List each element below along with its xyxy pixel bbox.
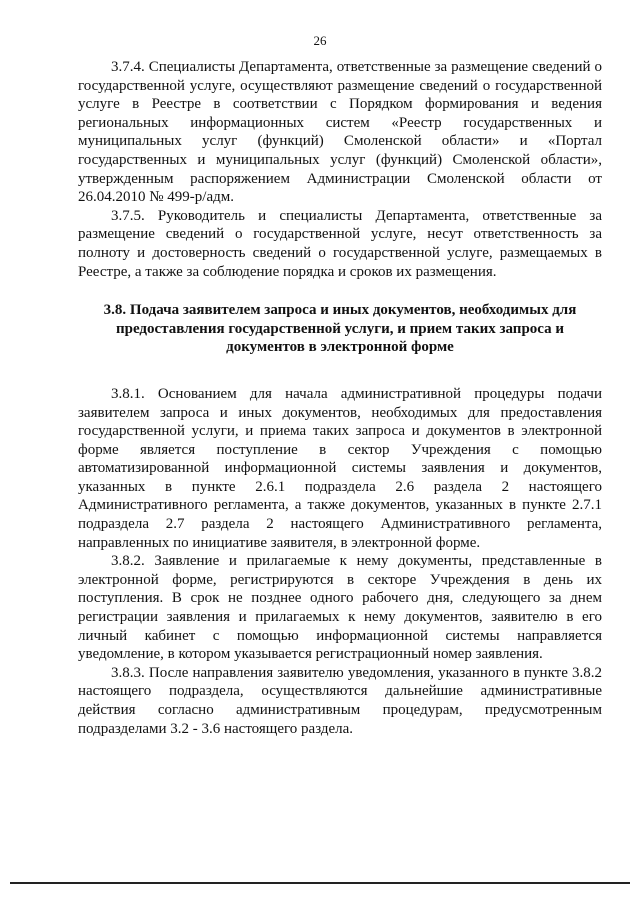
paragraph-3-8-3: 3.8.3. После направления заявителю уведомления, указанного в пункте 3.8.2 настоящего подраздела, осуществляются дальнейшие административные действия согласно административным процедурам, предусмотренным подразделами 3.2 - 3.6 настоящего раздела. (78, 664, 602, 737)
paragraph-3-8-1: 3.8.1. Основанием для начала административной процедуры подачи заявителем запроса и иных документов, необходимых для предоставления государственной услуги, и приема таких запроса и документов в электронной форме является поступление в сектор Учреждения с помощью автоматизированной информационной системы заявления и документов, указанных в пункте 2.6.1 подраздела 2.6 раздела 2 настоящего Административного регламента, а также документов, указанных в пункте 2.7.1 подраздела 2.7 раздела 2 настоящего Административного регламента, направленных по инициативе заявителя, в электронной форме. (78, 385, 602, 551)
page-number: 26 (313, 33, 327, 48)
document-body (78, 58, 602, 738)
paragraph-3-8-2: 3.8.2. Заявление и прилагаемые к нему документы, представленные в электронной форме, регистрируются в секторе Учреждения в день их поступления. В срок не позднее одного рабочего дня, следующего за днем регистрации заявления и прилагаемых к нему документов, заявителю в его личный кабинет с помощью информационной системы направляется уведомление, в котором указывается регистрационный номер заявления. (78, 553, 602, 663)
paragraph-3-7-4: 3.7.4. Специалисты Департамента, ответственные за размещение сведений о государственной услуге, осуществляют размещение сведений о государственной услуге в Реестре в соответствии с Порядком формирования и ведения региональных информационных систем «Реестр государственных и муниципальных услуг (функций) Смоленской области» и «Портал государственных и муниципальных услуг (функций) Смоленской области», утвержденным распоряжением Администрации Смоленской области от 26.04.2010 № 499-р/адм. (78, 59, 602, 206)
paragraph-3-7-5: 3.7.5. Руководитель и специалисты Департамента, ответственные за размещение сведений о государственной услуге, несут ответственность за полноту и достоверность сведений о государственной услуге, размещаемых в Реестре, а также за соблюдение порядка и сроков их размещения. (78, 207, 602, 280)
section-heading-3-8: 3.8. Подача заявителем запроса и иных документов, необходимых для предоставления государственной услуги, и прием таких запроса и документов в электронной форме (103, 302, 577, 356)
bottom-divider (10, 882, 630, 884)
